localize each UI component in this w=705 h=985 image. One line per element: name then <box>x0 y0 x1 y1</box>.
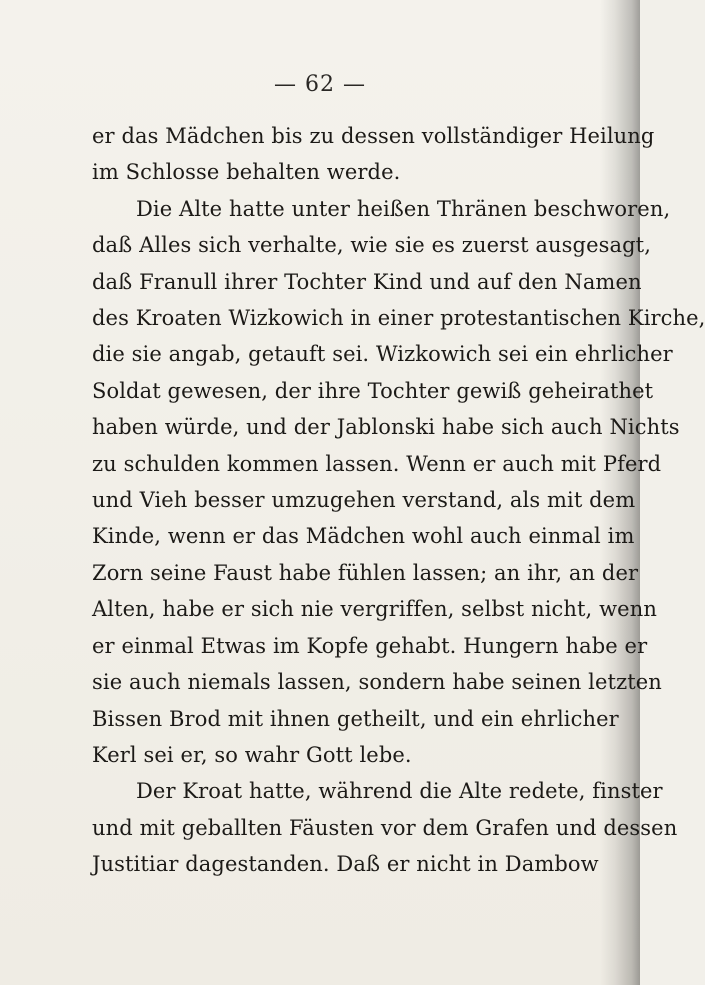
text-line: Justitiar dagestanden. Daß er nicht in Dambow <box>92 852 599 877</box>
text-line: er das Mädchen bis zu dessen vollständiger Heilung <box>92 124 655 148</box>
text-line: und Vieh besser umzugehen verstand, als mit dem <box>92 488 636 513</box>
page-number: — 62 — <box>274 72 366 97</box>
text-line: Soldat gewesen, der ihre Tochter gewiß geheirathet <box>92 378 654 403</box>
text-line: Zorn seine Faust habe fühlen lassen; an ihr, an der <box>92 560 639 585</box>
text-line: Bissen Brod mit ihnen getheilt, und ein ehrlicher <box>92 706 619 731</box>
text-line: Die Alte hatte unter heißen Thränen beschworen, <box>136 196 671 221</box>
text-line: haben würde, und der Jablonski habe sich auch Nichts <box>92 415 680 440</box>
text-line: daß Alles sich verhalte, wie sie es zuerst ausgesagt, <box>92 233 651 258</box>
text-line: Der Kroat hatte, während die Alte redete, finster <box>136 779 663 804</box>
text-line: des Kroaten Wizkowich in einer protestantischen Kirche, <box>92 306 705 331</box>
text-line: zu schulden kommen lassen. Wenn er auch mit Pferd <box>92 451 662 476</box>
text-line: die sie angab, getauft sei. Wizkowich sei ein ehrlicher <box>92 342 673 367</box>
body-text <box>92 118 705 883</box>
text-line: daß Franull ihrer Tochter Kind und auf den Namen <box>92 269 642 294</box>
text-line: Kinde, wenn er das Mädchen wohl auch einmal im <box>92 524 635 549</box>
text-line: Kerl sei er, so wahr Gott lebe. <box>92 742 412 767</box>
text-line: Alten, habe er sich nie vergriffen, selbst nicht, wenn <box>92 597 657 622</box>
text-line: und mit geballten Fäusten vor dem Grafen und dessen <box>92 815 678 840</box>
text-line: er einmal Etwas im Kopfe gehabt. Hungern habe er <box>92 633 648 658</box>
text-line: im Schlosse behalten werde. <box>92 160 401 185</box>
text-line: sie auch niemals lassen, sondern habe seinen letzten <box>92 670 662 695</box>
